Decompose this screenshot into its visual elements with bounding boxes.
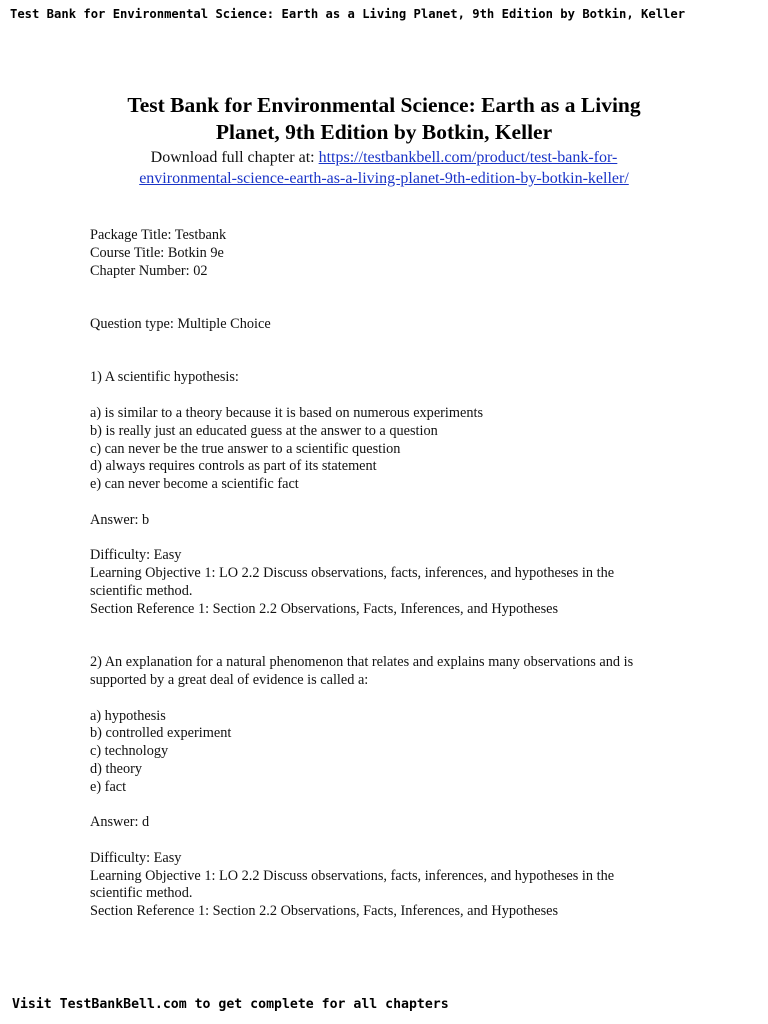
section-reference: Section Reference 1: Section 2.2 Observations, Facts, Inferences, and Hypotheses [90, 903, 559, 920]
difficulty: Difficulty: Easy [90, 547, 182, 564]
document-footer: Visit TestBankBell.com to get complete for all chapters [12, 997, 449, 1012]
document-title [96, 92, 672, 146]
learning-objective-line-2: scientific method. [90, 582, 193, 599]
download-link-line-1: https://testbankbell.com/product/test-bank-for- [318, 149, 618, 166]
section-reference: Section Reference 1: Section 2.2 Observations, Facts, Inferences, and Hypotheses [90, 600, 559, 617]
option-b: b) controlled experiment [90, 725, 232, 742]
package-title: Package Title: Testbank [90, 227, 227, 243]
download-section [96, 147, 672, 189]
title-line-2: Planet, 9th Edition by Botkin, Keller [215, 120, 553, 144]
option-e: e) can never become a scientific fact [90, 476, 299, 493]
option-a: a) is similar to a theory because it is based on numerous experiments [90, 404, 484, 421]
option-b: b) is really just an educated guess at the answer to a question [90, 422, 438, 439]
chapter-number: Chapter Number: 02 [90, 262, 208, 279]
option-d: d) always requires controls as part of its statement [90, 458, 377, 475]
question-type: Question type: Multiple Choice [90, 315, 271, 332]
question-prompt-line-2: supported by a great deal of evidence is called a: [90, 671, 369, 688]
learning-objective-line-1: Learning Objective 1: LO 2.2 Discuss observations, facts, inferences, and hypotheses in the [90, 867, 615, 884]
learning-objective-line-1: Learning Objective 1: LO 2.2 Discuss observations, facts, inferences, and hypotheses in the [90, 565, 615, 582]
option-d: d) theory [90, 760, 143, 777]
difficulty: Difficulty: Easy [90, 849, 182, 866]
document-header-strip: Test Bank for Environmental Science: Earth as a Living Planet, 9th Edition by Botkin, Keller [10, 7, 686, 21]
course-title: Course Title: Botkin 9e [90, 244, 224, 261]
option-c: c) technology [90, 743, 169, 760]
option-c: c) can never be the true answer to a scientific question [90, 440, 401, 457]
answer: Answer: b [90, 511, 150, 528]
option-e: e) fact [90, 778, 127, 795]
learning-objective-line-2: scientific method. [90, 885, 193, 902]
answer: Answer: d [90, 814, 150, 831]
question-prompt-line-1: 2) An explanation for a natural phenomenon that relates and explains many observations and is [90, 654, 634, 671]
option-a: a) hypothesis [90, 707, 166, 724]
download-label: Download full chapter at: [150, 149, 315, 166]
question-1 [90, 369, 690, 618]
question-prompt: 1) A scientific hypothesis: [90, 369, 239, 386]
download-link-line-2: environmental-science-earth-as-a-living-planet-9th-edition-by-botkin-keller/ [139, 170, 629, 187]
document-body [90, 227, 690, 921]
question-2 [90, 654, 690, 921]
title-line-1: Test Bank for Environmental Science: Earth as a Living [127, 93, 641, 117]
